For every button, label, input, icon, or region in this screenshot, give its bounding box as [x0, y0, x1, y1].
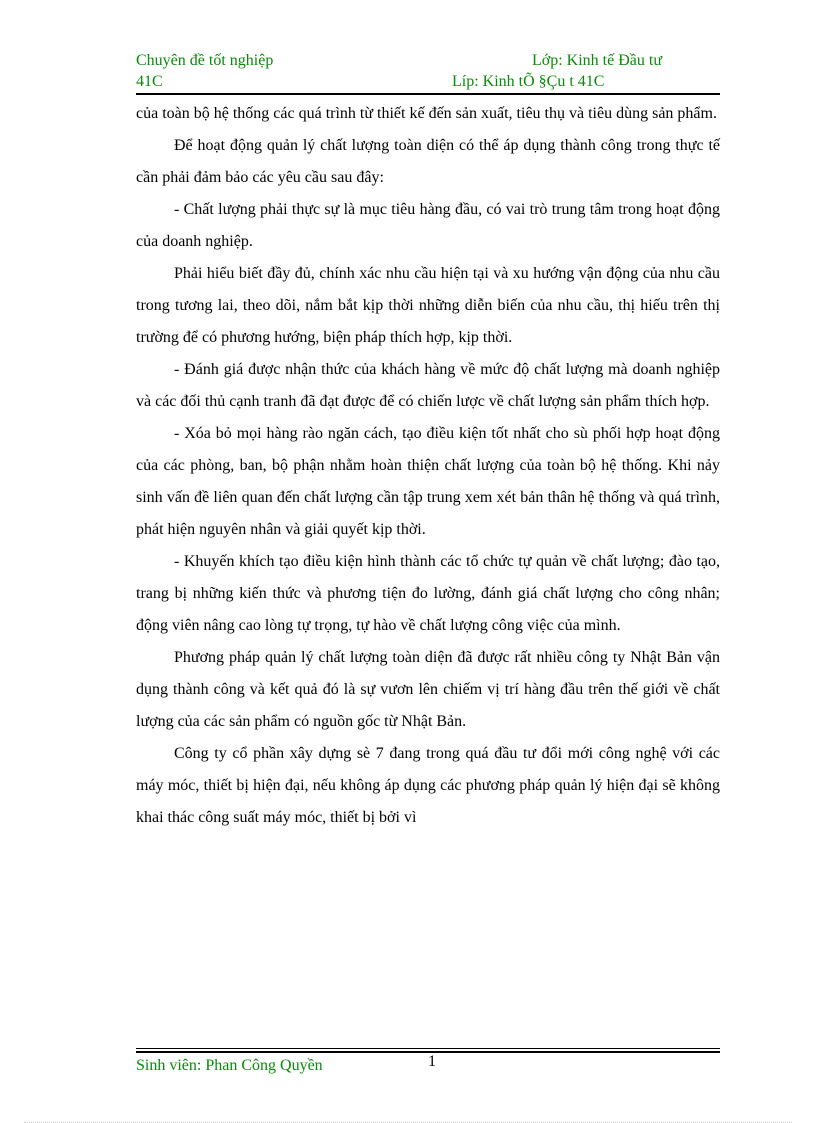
paragraph: - Chất lượng phải thực sự là mục tiêu hàng đầu, có vai trò trung tâm trong hoạt động của doanh nghiệp.: [136, 201, 720, 250]
paragraph: Công ty cổ phần xây dựng sè 7 đang trong quá đầu tư đổi mới công nghệ với các máy móc, thiết bị hiện đại, nếu không áp dụng các phương pháp quản lý hiện đại sẽ không khai thác công suất máy móc, thiết bị bởi vì: [136, 745, 720, 826]
header-class-garbled: Líp: Kinh tÕ §Çu t 41C: [452, 73, 605, 90]
paragraph: Phương pháp quản lý chất lượng toàn diện đã được rất nhiều công ty Nhật Bản vận dụng thành công và kết quả đó là sự vươn lên chiếm vị trí hàng đầu trên thế giới về chất lượng của các sản phẩm có nguồn gốc từ Nhật Bản.: [136, 649, 720, 730]
paragraph: Để hoạt động quản lý chất lượng toàn diện có thể áp dụng thành công trong thực tế cần phải đảm bảo các yêu cầu sau đây:: [136, 137, 720, 186]
paragraph: - Đánh giá được nhận thức của khách hàng về mức độ chất lượng mà doanh nghiệp và các đối thủ cạnh tranh đã đạt được để có chiến lược về chất lượng sản phẩm thích hợp.: [136, 361, 720, 410]
footer-rule: [136, 1048, 720, 1049]
paragraph: - Khuyến khích tạo điều kiện hình thành các tổ chức tự quản về chất lượng; đào tạo, trang bị những kiến thức và phương tiện đo lường, đánh giá chất lượng cho công nhân; động viên nâng cao lòng tự trọng, tự hào về chất lượng công việc của mình.: [136, 553, 720, 634]
paragraph: Phải hiểu biết đầy đủ, chính xác nhu cầu hiện tại và xu hướng vận động của nhu cầu trong tương lai, theo dõi, nắm bắt kịp thời những diễn biến của nhu cầu, thị hiếu trên thị trường để có phương hướng, biện pháp thích hợp, kịp thời.: [136, 265, 720, 346]
page-number: 1: [428, 1053, 436, 1070]
paragraph: của toàn bộ hệ thống các quá trình từ thiết kế đến sản xuất, tiêu thụ và tiêu dùng sản phẩm.: [136, 105, 717, 122]
header-doc-title: Chuyên đề tốt nghiệp: [136, 52, 274, 69]
paragraph: - Xóa bỏ mọi hàng rào ngăn cách, tạo điều kiện tốt nhất cho sù phối hợp hoạt động của các phòng, ban, bộ phận nhằm hoàn thiện chất lượng của toàn bộ hệ thống. Khi nảy sinh vấn đề liên quan đến chất lượng cần tập trung xem xét bản thân hệ thống và quá trình, phát hiện nguyên nhân và giải quyết kịp thời.: [136, 425, 720, 538]
header-class-code: 41C: [136, 73, 163, 90]
footer-student-name: Sinh viên: Phan Công Quyền: [136, 1057, 323, 1074]
body-text: [136, 98, 720, 834]
header-class: Lớp: Kinh tế Đầu tư: [532, 52, 662, 69]
header-rule: [136, 93, 720, 95]
